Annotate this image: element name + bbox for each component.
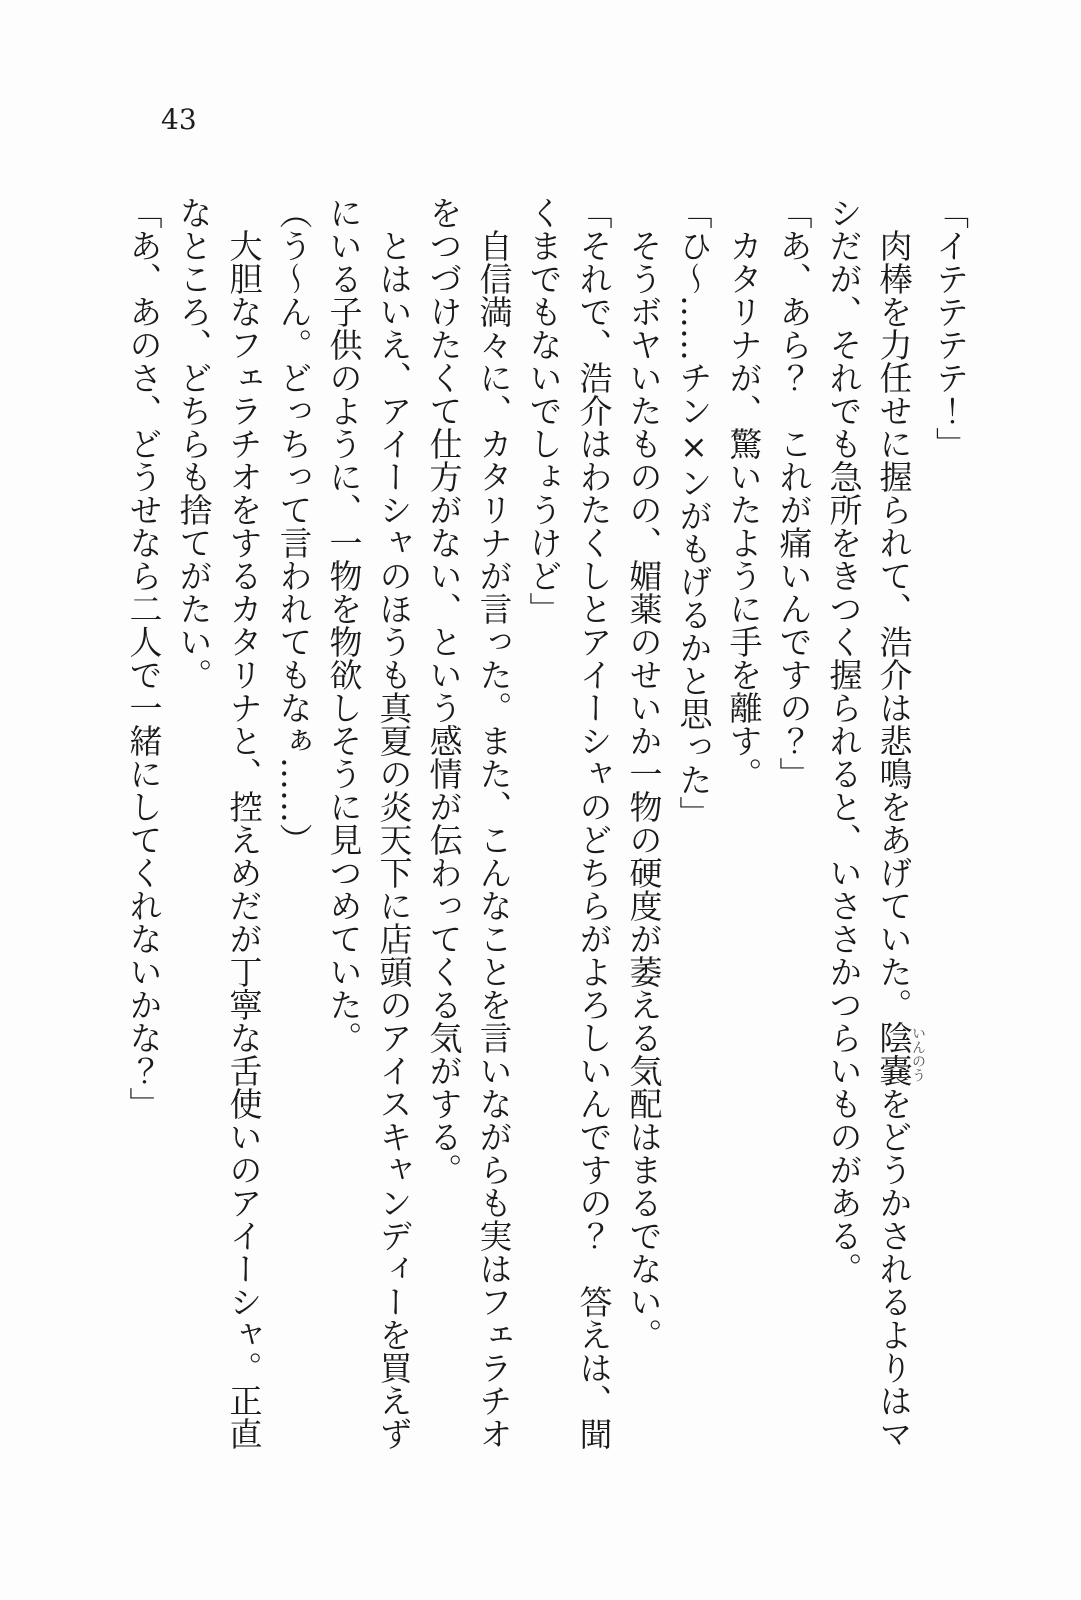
text-line: なところ、どちらも捨てがたい。 bbox=[174, 196, 214, 691]
text-line: 自信満々に、カタリナが言った。また、こんなことを言いながらも実はフェラチオ bbox=[474, 196, 514, 1450]
text-line: そうボヤいたものの、媚薬のせいか一物の硬度が萎える気配はまるでない。 bbox=[624, 196, 664, 1351]
text-line: 「あ、あら？ これが痛いんですの？」 bbox=[774, 196, 814, 790]
ruby-annotation bbox=[874, 1021, 926, 1087]
text-line: をつづけたくて仕方がない、という感情が伝わってくる気がする。 bbox=[424, 196, 464, 1186]
vertical-text-block bbox=[119, 196, 976, 1526]
text-line: 「あ、あのさ、どうせなら二人で一緒にしてくれないかな？」 bbox=[124, 196, 164, 1120]
text-line: くまでもないでしょうけど」 bbox=[524, 196, 564, 625]
text-line: カタリナが、驚いたように手を離す。 bbox=[724, 196, 764, 790]
text-line: シだが、それでも急所をきつく握られると、いささかつらいものがある。 bbox=[824, 196, 864, 1285]
text-line: 「ひ〜……チン×ンがもげるかと思った」 bbox=[674, 196, 714, 829]
text-line: 「イテテテテ！」 bbox=[931, 196, 970, 460]
page-number: 43 bbox=[161, 103, 197, 136]
text-line bbox=[869, 196, 926, 1526]
text-segment: をどうかされるよりはマ bbox=[874, 1087, 914, 1450]
ruby-base: 陰嚢 bbox=[874, 1021, 914, 1087]
ruby-text: いんのう bbox=[910, 1021, 926, 1087]
text-segment: 肉棒を力任せに握られて、浩介は悲鳴をあげていた。 bbox=[874, 196, 914, 1021]
text-line: （う〜ん。どっちって言われてもなぁ……） bbox=[274, 196, 314, 856]
text-line: 大胆なフェラチオをするカタリナと、控えめだが丁寧な舌使いのアイーシャ。正直 bbox=[224, 196, 264, 1450]
text-line: にいる子供のように、一物を物欲しそうに見つめていた。 bbox=[324, 196, 364, 1054]
text-line: とはいえ、アイーシャのほうも真夏の炎天下に店頭のアイスキャンディーを買えず bbox=[374, 196, 414, 1450]
text-line: 「それで、浩介はわたくしとアイーシャのどちらがよろしいんですの？ 答えは、聞 bbox=[574, 196, 614, 1450]
